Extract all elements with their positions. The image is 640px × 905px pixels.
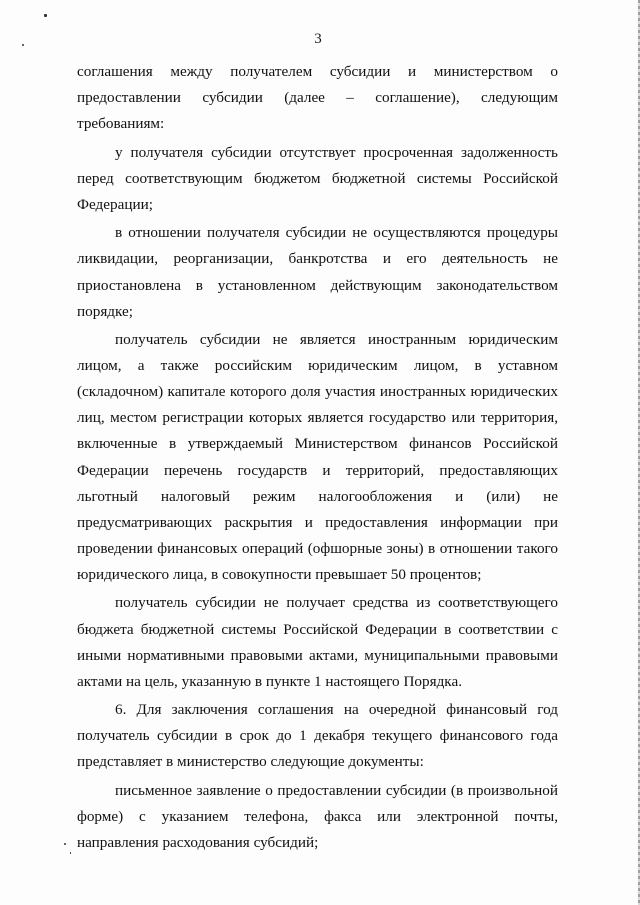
- paragraph-item-6: 6. Для заключения соглашения на очередной финансовый год получатель субсидии в срок до 1 декабря текущего финансового года представляет в министерство следующие документы:: [77, 701, 558, 771]
- paragraph-continuation: соглашения между получателем субсидии и министерством о предоставлении субсидии (далее – соглашение), следующим требованиям:: [77, 63, 558, 133]
- scan-speck: [44, 14, 47, 17]
- paragraph-no-other-funds: получатель субсидии не получает средства из соответствующего бюджета бюджетной системы Российской Федерации в соответствии с иными нормативными правовыми актами, муниципальными правовыми актами на цель, указанную в пункте 1 настоящего Порядка.: [77, 594, 558, 690]
- paragraph-written-application: письменное заявление о предоставлении субсидии (в произвольной форме) с указанием телефона, факса или электронной почты, направления расходования субсидий;: [77, 781, 558, 852]
- paragraph-no-liquidation: в отношении получателя субсидии не осуществляются процедуры ликвидации, реорганизации, банкротства и его деятельность не приостановлена в установленном действующим законодательством порядке;: [77, 224, 558, 320]
- paragraph-not-foreign-entity: получатель субсидии не является иностранным юридическим лицом, а также российским юридическим лицом, в уставном (складочном) капитале которого доля участия иностранных юридических лиц, местом регистрации которых является государство или территория, включенные в утверждаемый Министерством финансов Российской Федерации перечень государств и территорий, предоставляющих льготный налоговый режим налогообложения и (или) не предусматривающих раскрытия и предоставления информации при проведении финансовых операций (офшорные зоны) в отношении такого юридического лица, в совокупности превышает 50 процентов;: [77, 331, 558, 583]
- page-number: 3: [314, 31, 322, 47]
- scan-speck: [70, 852, 71, 854]
- scan-speck: [64, 843, 66, 845]
- paragraph-no-debt: у получателя субсидии отсутствует просроченная задолженность перед соответствующим бюджетом бюджетной системы Российской Федерации;: [77, 143, 558, 213]
- document-body: [77, 59, 558, 859]
